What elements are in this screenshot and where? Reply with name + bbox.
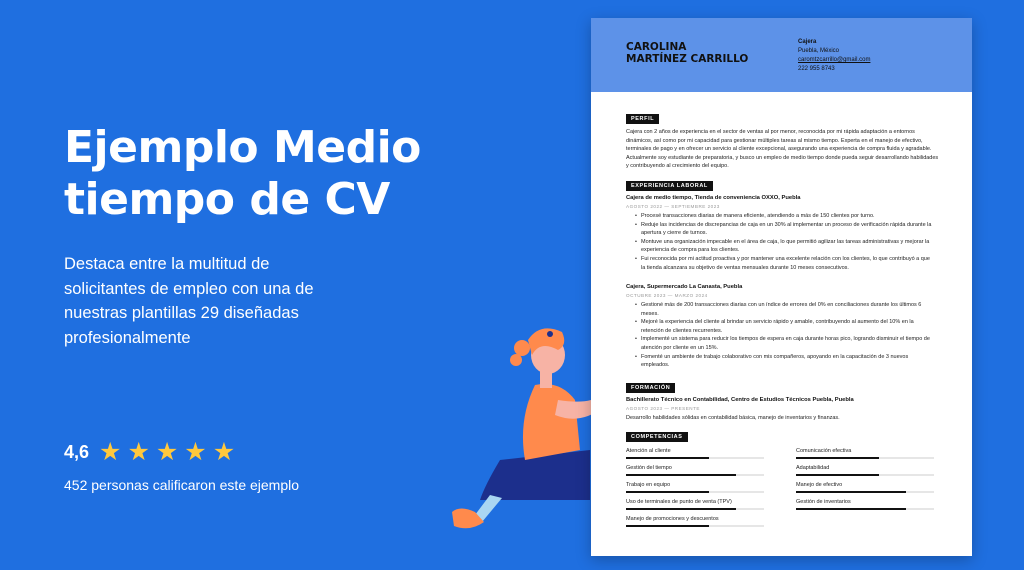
page-subtitle: Destaca entre la multitud de solicitantes de empleo con una de nuestras plantillas 29 diseñadas profesionalmente — [64, 255, 314, 347]
skill-level-bar — [626, 525, 764, 527]
list-item: • Reduje las incidencias de discrepancias de caja en un 30% al implementar un proceso de verificación rápida durante la apertura y cierre de turnos. — [635, 221, 935, 238]
job1-title: Cajera de medio tiempo, Tienda de conveniencia OXXO, Puebla — [626, 195, 801, 201]
resume-name-line2: MARTÍNEZ CARRILLO — [626, 52, 749, 65]
resume-name-line1: CAROLINA — [626, 41, 687, 53]
skill-level-fill — [796, 491, 906, 493]
rating — [64, 440, 241, 465]
resume-header — [591, 18, 972, 92]
skill-level-fill — [626, 508, 736, 510]
job2-date: OCTUBRE 2023 — MARZO 2024 — [626, 293, 708, 298]
skill-name: Comunicación efectiva — [796, 448, 852, 454]
section-label-skills: COMPETENCIAS — [626, 432, 688, 442]
star-icon: ★ — [127, 438, 150, 466]
job1-date: AGOSTO 2022 — SEPTIEMBRE 2023 — [626, 204, 720, 209]
rating-caption: 452 personas calificaron este ejemplo — [64, 477, 300, 493]
resume-name — [626, 42, 776, 65]
skill-name: Gestión de inventarios — [796, 499, 851, 505]
skill-item — [626, 498, 764, 510]
skill-level-fill — [796, 474, 879, 476]
job2-bullets — [635, 301, 935, 370]
list-item: • Fomenté un ambiente de trabajo colaborativo con mis compañeros, apoyando en la capacitación de 3 nuevos empleados. — [635, 353, 935, 370]
list-item: • Fui reconocida por mi actitud proactiva y por mantener una excelente relación con los clientes, lo que contribuyó a que la tienda alcanzara su objetivo de ventas mensuales durante 10 meses consecutivos. — [635, 255, 935, 272]
skill-item — [796, 481, 934, 493]
skill-level-fill — [626, 474, 736, 476]
resume-preview[interactable] — [591, 18, 972, 556]
education-title: Bachillerato Técnico en Contabilidad, Centro de Estudios Técnicos Puebla, Puebla — [626, 397, 854, 403]
job2-title: Cajera, Supermercado La Canasta, Puebla — [626, 284, 743, 290]
skill-name: Adaptabilidad — [796, 465, 830, 471]
section-label-education: FORMACIÓN — [626, 383, 675, 393]
resume-contact — [798, 38, 870, 74]
list-item: • Gestioné más de 200 transacciones diarias con un índice de errores del 0% en conciliaciones durante los últimos 6 meses. — [635, 301, 935, 318]
skill-name: Atención al cliente — [626, 448, 671, 454]
skill-item — [626, 515, 764, 527]
resume-email: caromtzcarrillo@gmail.com — [798, 57, 871, 63]
resume-role: Cajera — [798, 39, 817, 45]
skill-level-bar — [796, 491, 934, 493]
star-icon: ★ — [212, 438, 236, 466]
skill-level-bar — [626, 474, 764, 476]
skill-item — [626, 481, 764, 493]
list-item: • Montuve una organización impecable en el área de caja, lo que permitió agilizar las tareas administrativas y mejorar la experiencia de compra para los clientes. — [635, 238, 935, 255]
skill-level-fill — [626, 457, 709, 459]
skill-item — [796, 498, 934, 510]
skill-level-bar — [626, 508, 764, 510]
section-label-experience: EXPERIENCIA LABORAL — [626, 181, 713, 191]
star-icon: ★ — [155, 438, 179, 466]
resume-phone: 222 955 8743 — [798, 66, 835, 72]
list-item: • Mejoré la experiencia del cliente al brindar un servicio rápido y amable, contribuyendo al aumento del 10% en la retención de clientes recurrentes. — [635, 318, 935, 335]
woman-illustration — [440, 300, 610, 540]
skill-name: Uso de terminales de punto de venta (TPV) — [626, 499, 732, 505]
skill-item — [626, 464, 764, 476]
skill-name: Gestión del tiempo — [626, 465, 672, 471]
skill-level-bar — [626, 491, 764, 493]
rating-value: 4,6 — [64, 442, 90, 462]
education-date: AGOSTO 2023 — PRESENTE — [626, 406, 700, 411]
skill-level-bar — [796, 474, 934, 476]
skill-name: Manejo de efectivo — [796, 482, 843, 488]
star-icon: ★ — [99, 438, 122, 466]
profile-text: Cajera con 2 años de experiencia en el sector de ventas al por menor, reconocida por mi rápida adaptación a entornos dinámicos, así como por mi capacidad para gestionar múltiples tareas al mismo tiempo. Experta en el manejo de efectivo, terminales de pago y en ofrecer un servicio al cliente excepcional, asegurando una experiencia de compra fluida y agradable. Actualmente soy estudiante de preparatoria, y busco un empleo de medio tiempo donde pueda seguir desarrollando habilidades y contribuyendo al crecimiento del equipo. — [626, 129, 939, 170]
skill-item — [626, 447, 764, 459]
skill-name: Trabajo en equipo — [626, 482, 671, 488]
skill-level-fill — [626, 525, 709, 527]
education-text: Desarrollo habilidades sólidas en contabilidad básica, manejo de inventarios y finanzas. — [626, 415, 840, 421]
skill-level-fill — [796, 457, 879, 459]
list-item: • Procesé transacciones diarias de manera eficiente, atendiendo a más de 150 clientes por turno. — [635, 212, 935, 221]
resume-location: Puebla, México — [798, 48, 840, 54]
star-icon: ★ — [184, 438, 207, 466]
skill-item — [796, 447, 934, 459]
skill-name: Manejo de promociones y descuentos — [626, 516, 719, 522]
skill-level-fill — [796, 508, 906, 510]
skill-level-bar — [796, 457, 934, 459]
skill-item — [796, 464, 934, 476]
skill-level-bar — [796, 508, 934, 510]
skill-level-bar — [626, 457, 764, 459]
skill-level-fill — [626, 491, 709, 493]
list-item: • Implementé un sistema para reducir los tiempos de espera en caja durante horas pico, logrando disminuir el tiempo de atención por cliente en un 15%. — [635, 335, 935, 352]
section-label-profile: PERFIL — [626, 114, 659, 124]
job1-bullets — [635, 212, 935, 272]
page-title: Ejemplo Medio tiempo de CV — [64, 122, 421, 225]
